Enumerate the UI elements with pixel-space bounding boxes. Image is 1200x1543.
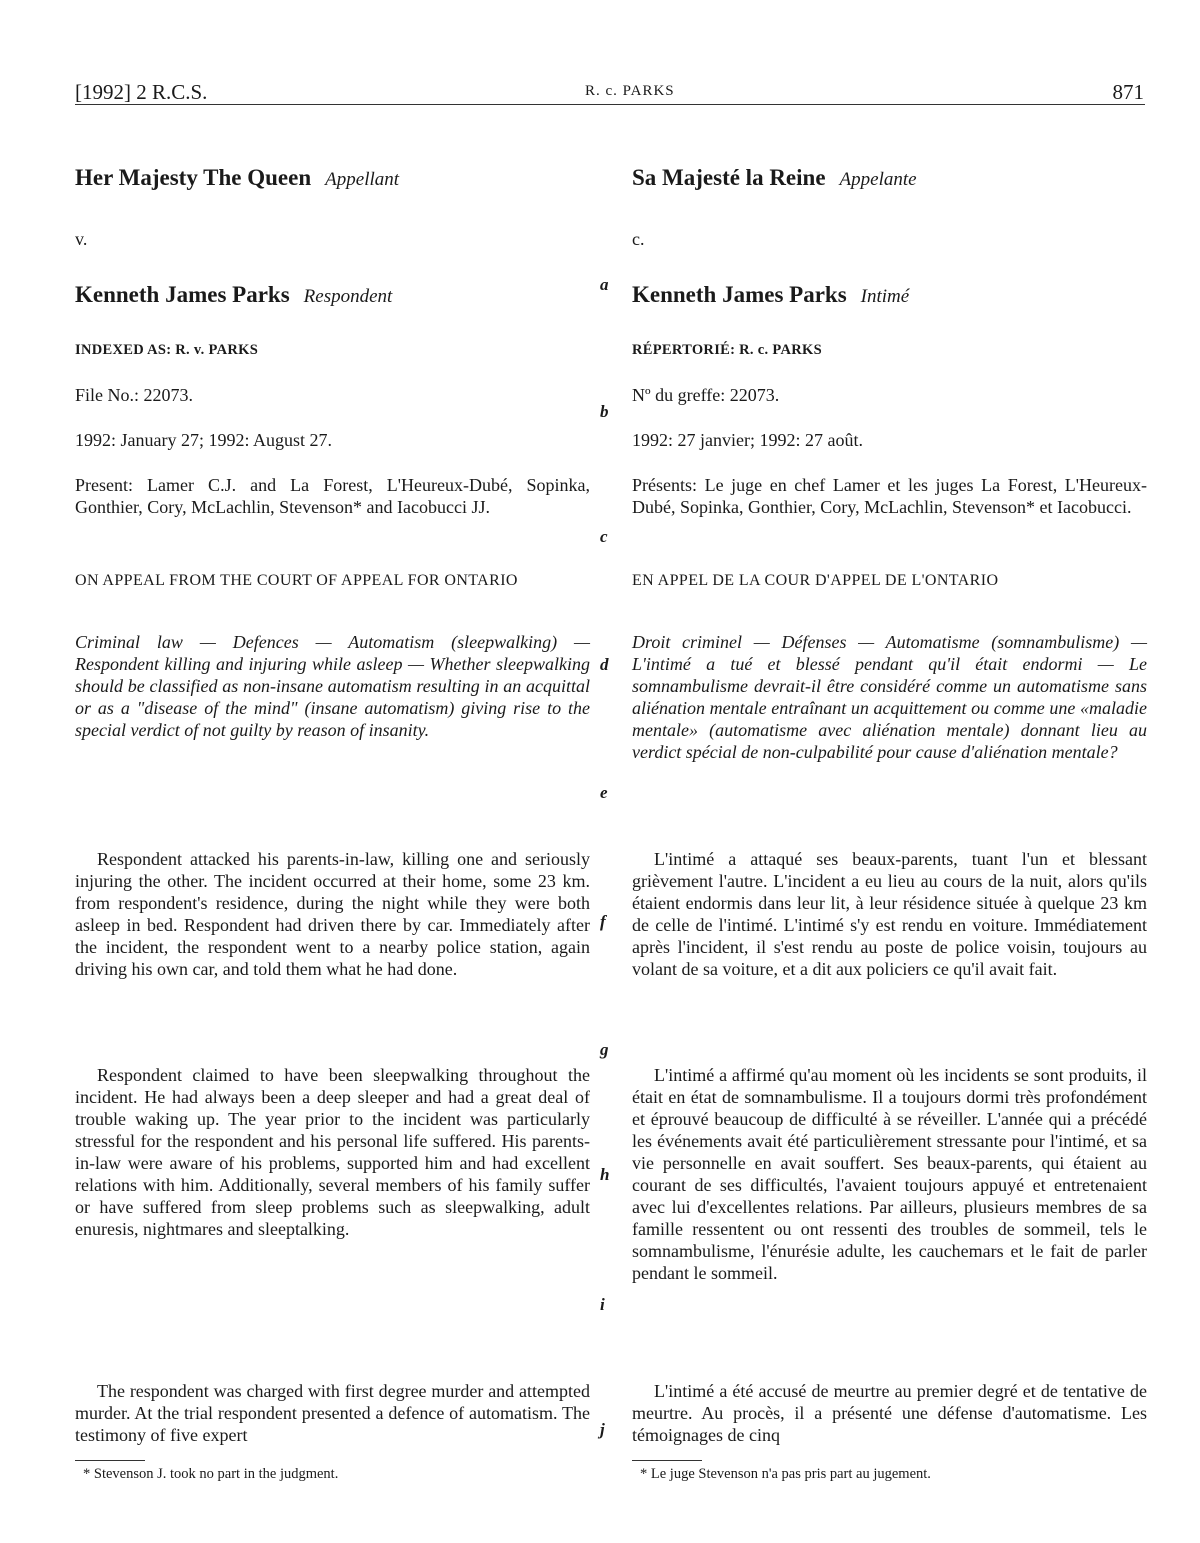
margin-letter-j: j [600, 1420, 605, 1439]
paragraph-sleepwalking-fr: L'intimé a affirmé qu'au moment où les incidents se sont produits, il était en état de somnambulisme. Il a toujours dormi très profondément et éprouvé beaucoup de difficulté à se réveiller. L'année qui a précédé les événements avait été particulièrement stressante pour l'intimé, et sa vie personnelle en avait souffert. Ses beaux-parents, qui étaient au courant de ses difficultés, l'avaient toujours appuyé et entretenaient avec lui d'excellentes relations. Par ailleurs, plusieurs membres de sa famille ressentent ou ont ressenti des troubles de sommeil, tels le somnambulisme, l'énurésie adulte, les cauchemars et le fait de parler pendant le sommeil. [632, 1065, 1147, 1283]
margin-letter-e: e [600, 783, 608, 802]
respondent-role-fr: Intimé [860, 286, 910, 307]
header-rule [75, 104, 1145, 105]
margin-letter-g: g [600, 1040, 609, 1059]
margin-letter-c: c [600, 527, 608, 546]
paragraph-facts-fr: L'intimé a attaqué ses beaux-parents, tuant l'un et blessant grièvement l'autre. L'incident a eu lieu au cours de la nuit, alors qu'ils étaient endormis dans leur lit, à leur résidence située à quelque 23 km de celle de l'intimé. L'intimé s'y est rendu en voiture. Immédiatement après l'incident, il s'est rendu au poste de police voisin, toujours au volant de sa voiture, et a dit aux policiers ce qu'il avait fait. [632, 849, 1147, 979]
appellant-name-fr: Sa Majesté la Reine [632, 165, 826, 190]
respondent-role: Respondent [303, 286, 393, 307]
versus: v. [75, 229, 88, 249]
indexed-as-fr: RÉPERTORIÉ: R. c. PARKS [632, 342, 822, 358]
header-volume: [1992] 2 R.C.S. [75, 80, 208, 104]
paragraph-charges: The respondent was charged with first degree murder and attempted murder. At the trial respondent presented a defence of automatism. The testimony of five expert [75, 1381, 590, 1445]
paragraph-charges-fr: L'intimé a été accusé de meurtre au premier degré et de tentative de meurtre. Au procès, il a présenté une défense d'automatisme. Les témoignages de cinq [632, 1381, 1147, 1445]
footnote-rule [75, 1460, 145, 1461]
hearing-dates: 1992: January 27; 1992: August 27. [75, 430, 332, 450]
indexed-as: INDEXED AS: R. v. PARKS [75, 342, 259, 358]
margin-letter-b: b [600, 402, 609, 421]
paragraph-facts: Respondent attacked his parents-in-law, killing one and seriously injuring the other. The incident occurred at their home, some 23 km. from respondent's residence, during the night while they were both asleep in bed. Respondent had driven there by car. Immediately after the incident, the respondent went to a nearby police station, again driving his own car, and told them what he had done. [75, 849, 590, 979]
respondent-line-fr [632, 282, 1147, 308]
footnote-rule-fr [632, 1460, 702, 1461]
paragraph-sleepwalking: Respondent claimed to have been sleepwalking throughout the incident. He had always been a deep sleeper and had a great deal of trouble waking up. The year prior to the incident was particularly stressful for the respondent and his personal life suffered. His parents-in-law were aware of his problems, supported him and had excellent relations with him. Additionally, several members of his family suffer or have suffered from sleep problems such as sleepwalking, adult enuresis, nightmares and sleeptalking. [75, 1065, 590, 1239]
appellant-line-fr [632, 165, 1147, 191]
header-page-number: 871 [1112, 80, 1144, 104]
respondent-name-fr: Kenneth James Parks [632, 282, 847, 307]
appellant-role-fr: Appelante [839, 169, 917, 190]
running-header [75, 80, 1144, 106]
header-case: R. c. PARKS [585, 83, 675, 99]
footnote-fr: * Le juge Stevenson n'a pas pris part au jugement. [640, 1466, 931, 1482]
appellant-name: Her Majesty The Queen [75, 165, 312, 190]
headnote-fr: Droit criminel — Défenses — Automatisme (somnambulisme) — L'intimé a tué et blessé pendant qu'il était endormi — Le somnambulisme devrait-il être considéré comme un automatisme sans aliénation mentale entraînant un acquittement ou comme une «maladie mentale» (automatisme avec aliénation mentale) donnant lieu au verdict spécial de non-culpabilité pour cause d'aliénation mentale? [632, 632, 1147, 762]
respondent-name: Kenneth James Parks [75, 282, 290, 307]
margin-letter-d: d [600, 655, 609, 674]
file-number-fr: Nº du greffe: 22073. [632, 385, 780, 405]
present-judges-fr: Présents: Le juge en chef Lamer et les juges La Forest, L'Heureux-Dubé, Sopinka, Gonthier, Cory, McLachlin, Stevenson* et Iacobucci. [632, 475, 1147, 517]
hearing-dates-fr: 1992: 27 janvier; 1992: 27 août. [632, 430, 863, 450]
versus-fr: c. [632, 229, 645, 249]
appellant-role: Appellant [325, 169, 400, 190]
margin-letter-i: i [600, 1295, 605, 1314]
appeal-from-fr: EN APPEL DE LA COUR D'APPEL DE L'ONTARIO [632, 572, 999, 589]
footnote: * Stevenson J. took no part in the judgment. [83, 1466, 339, 1482]
file-number: File No.: 22073. [75, 385, 194, 405]
present-judges: Present: Lamer C.J. and La Forest, L'Heureux-Dubé, Sopinka, Gonthier, Cory, McLachlin, Stevenson* and Iacobucci JJ. [75, 475, 590, 517]
headnote: Criminal law — Defences — Automatism (sleepwalking) — Respondent killing and injuring while asleep — Whether sleepwalking should be classified as non-insane automatism resulting in an acquittal or as a "disease of the mind" (insane automatism) giving rise to the special verdict of not guilty by reason of insanity. [75, 632, 590, 740]
appellant-line [75, 165, 590, 191]
respondent-line [75, 282, 590, 308]
margin-letter-a: a [600, 275, 609, 294]
margin-letter-f: f [600, 912, 606, 931]
appeal-from: ON APPEAL FROM THE COURT OF APPEAL FOR ONTARIO [75, 572, 518, 589]
margin-letter-h: h [600, 1165, 610, 1184]
